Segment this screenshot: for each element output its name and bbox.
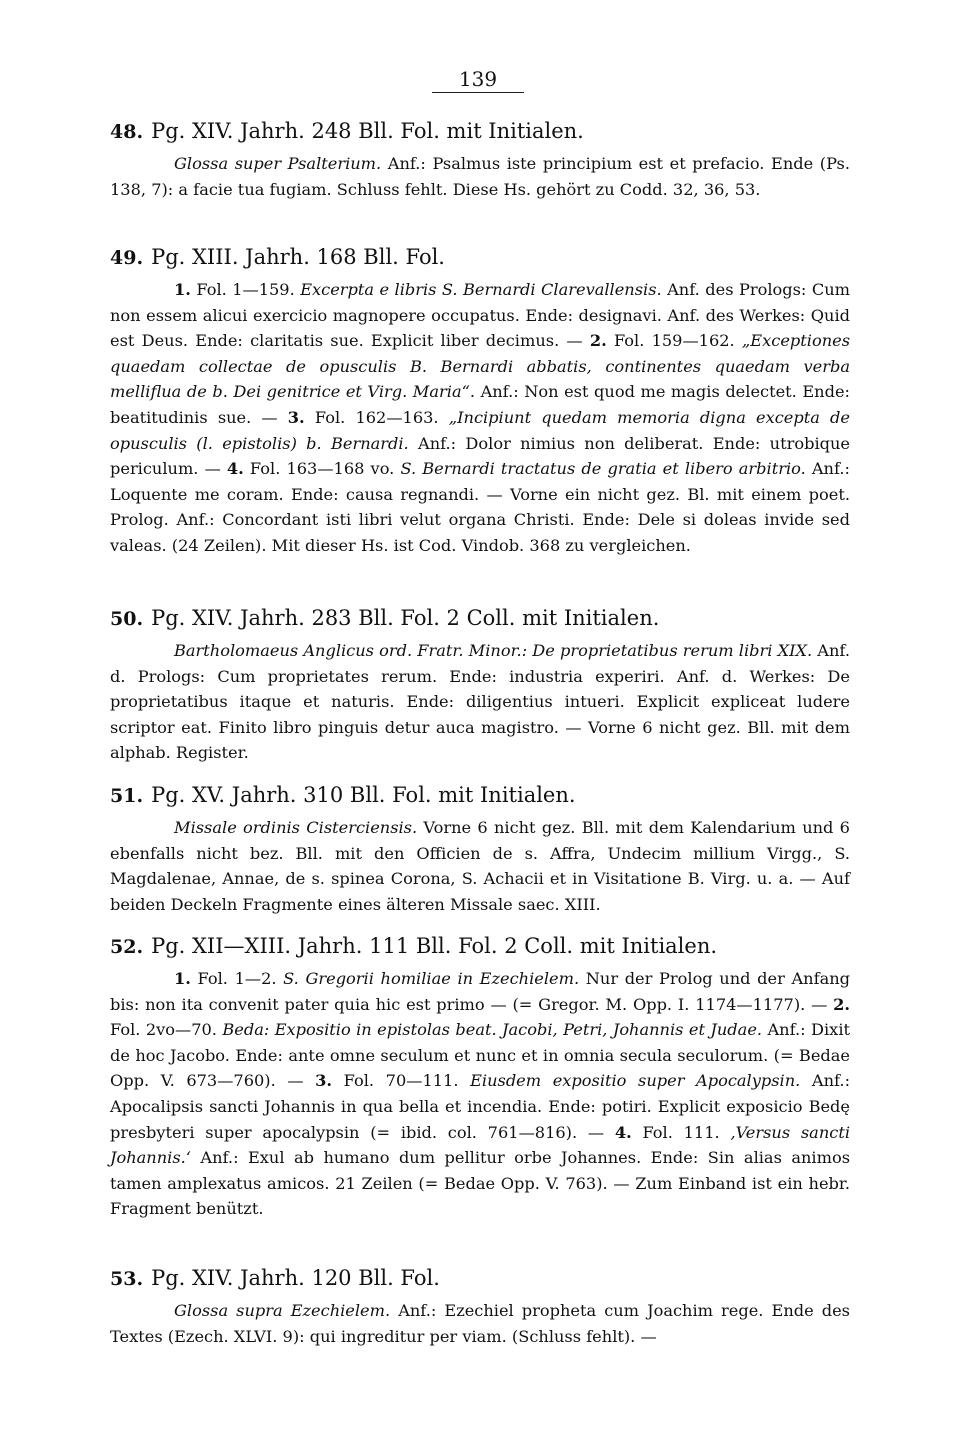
title-text: S. Bernardi tractatus de gratia et libero arbitrio. [400, 459, 806, 479]
entry-number: 50. [110, 608, 144, 630]
body-text: Anf.: Non est quod me magis delectet. Ende: beatitudinis sue. — [110, 382, 850, 427]
body-text: Anf.: Dixit de hoc Jacobo. Ende: ante omne seculum et nunc et in omnia secula seculorum. (= Bedae Opp. V. 673—760). — [110, 1020, 850, 1091]
title-text: Excerpta e libris S. Bernardi Clarevallensis. [300, 280, 662, 299]
item-number: 2. [833, 994, 850, 1014]
body-text: Nur der Prolog und der Anfang bis: non ita convenit pater quia hic est primo — (= Gregor. M. Opp. I. 1174—1177). — [110, 969, 851, 1014]
entry-heading-text: Pg. XIII. Jahrh. 168 Bll. Fol. [151, 245, 445, 269]
body-text: Fol. 1—159. [190, 280, 301, 299]
entry-body [110, 966, 850, 1222]
entry-body [110, 638, 850, 766]
entry-number: 52. [110, 936, 144, 958]
entry-52 [110, 931, 850, 1222]
entry-51 [110, 780, 850, 917]
entry-number: 48. [110, 121, 144, 143]
entry-heading-text: Pg. XV. Jahrh. 310 Bll. Fol. mit Initialen. [151, 783, 576, 807]
entry-heading-text: Pg. XIV. Jahrh. 248 Bll. Fol. mit Initialen. [151, 119, 584, 143]
entry-49 [110, 242, 850, 559]
entry-number: 49. [110, 247, 144, 269]
body-text: Anf.: Ezechiel propheta cum Joachim rege. Ende des Textes (Ezech. XLVI. 9): qui ingreditur per viam. (Schluss fehlt). — [110, 1301, 850, 1346]
body-text: Anf.: Loquente me coram. Ende: causa regnandi. — Vorne ein nicht gez. Bl. mit einem poet. Prolog. Anf.: Concordant isti libri velut organa Christi. Ende: Dele si doleas invide sed valeas. (24 Zeilen). Mit dieser Hs. ist Cod. Vindob. 368 zu vergleichen. [110, 459, 850, 555]
body-text: Fol. 111. [631, 1122, 731, 1142]
body-text: Fol. 163—168 vo. [243, 459, 401, 479]
entry-body [110, 815, 850, 917]
title-text: Beda: Expositio in epistolas beat. Jacobi, Petri, Johannis et Judae. [222, 1020, 763, 1040]
body-text: Fol. 159—162. [606, 331, 742, 351]
entry-body [110, 277, 850, 559]
entry-body [110, 1298, 850, 1349]
body-text: Fol. 2vo—70. [110, 1020, 223, 1040]
title-text: Missale ordinis Cisterciensis. [174, 818, 418, 837]
title-text: „Incipiunt quedam memoria digna excepta de opusculis (l. epistolis) b. Bernardi. [110, 407, 850, 453]
item-number: 4. [614, 1122, 632, 1142]
entry-50 [110, 603, 850, 766]
entry-heading-text: Pg. XII—XIII. Jahrh. 111 Bll. Fol. 2 Coll. mit Initialen. [151, 934, 718, 958]
item-number: 4. [226, 459, 244, 479]
body-text: Vorne 6 nicht gez. Bll. mit dem Kalendarium und 6 ebenfalls nicht bez. Bll. mit den Officien de s. Affra, Undecim millium Virgg., S. Magdalenae, Annae, de s. spinea Corona, S. Achacii et in Visitatione B. Virg. u. a. — Auf beiden Deckeln Fragmente eines älteren Missale saec. XIII. [110, 818, 850, 914]
entry-number: 53. [110, 1268, 144, 1290]
entry-heading [110, 603, 850, 634]
entry-number: 51. [110, 785, 144, 807]
entry-body [110, 151, 850, 202]
title-text: Bartholomaeus Anglicus ord. Fratr. Minor.: De proprietatibus rerum libri XIX. [174, 641, 813, 660]
item-number: 2. [589, 331, 607, 351]
body-text: Anf.: Exul ab humano dum pellitur orbe Johannes. Ende: Sin alias animos tamen amplexatus amicos. 21 Zeilen (= Bedae Opp. V. 763). — Zum Einband ist ein hebr. Fragment benützt. [110, 1148, 850, 1219]
body-text: Anf.: Dolor nimius non deliberat. Ende: utrobique periculum. — [110, 433, 850, 479]
body-text: Anf.: Apocalipsis sancti Johannis in qua bella et incendia. Ende: potiri. Explicit exposicio Bedę presbyteri super apocalypsin (= ibid. col. 761—816). — [110, 1071, 851, 1142]
title-text: ‚Versus sancti Johannis.‘ [110, 1122, 851, 1168]
item-number: 1. [174, 969, 191, 988]
title-text: Glossa supra Ezechielem. [174, 1301, 391, 1320]
title-text: Glossa super Psalterium. [174, 154, 382, 173]
title-text: Eiusdem expositio super Apocalypsin. [470, 1071, 801, 1091]
body-text: Anf.: Psalmus iste principium est et prefacio. Ende (Ps. 138, 7): a facie tua fugiam. Schluss fehlt. Diese Hs. gehört zu Codd. 32, 36, 53. [110, 154, 850, 199]
body-text: Fol. 162—163. [304, 407, 449, 427]
entry-48 [110, 116, 850, 202]
entry-heading [110, 780, 850, 811]
entry-heading [110, 116, 850, 147]
entry-heading-text: Pg. XIV. Jahrh. 120 Bll. Fol. [151, 1266, 440, 1290]
body-text: Fol. 70—111. [332, 1071, 471, 1091]
body-text: Anf. d. Prologs: Cum proprietates rerum. Ende: industria experiri. Anf. d. Werkes: De proprietatibus itaque et naturis. Ende: diligentius intueri. Explicit expliceat ludere scriptor eat. Finito libro pinguis detur auca magistro. — Vorne 6 nicht gez. Bll. mit dem alphab. Register. [110, 641, 850, 763]
item-number: 3. [287, 407, 305, 427]
entry-heading [110, 1263, 850, 1294]
item-number: 1. [174, 280, 191, 299]
entry-53 [110, 1263, 850, 1349]
title-text: „Exceptiones quaedam collectae de opusculis B. Bernardi abbatis, continentes quaedam verba melliflua de b. Dei genitrice et Virg. Maria“. [110, 331, 851, 402]
entry-heading-text: Pg. XIV. Jahrh. 283 Bll. Fol. 2 Coll. mit Initialen. [151, 606, 660, 630]
page-number: 139 [432, 66, 524, 93]
body-text: Fol. 1—2. [190, 969, 284, 988]
entry-heading [110, 242, 850, 273]
body-text: Anf. des Prologs: Cum non essem alicui exercicio magnopere occupatus. Ende: designavi. Anf. des Werkes: Quid est Deus. Ende: claritatis sue. Explicit liber decimus. — [110, 280, 850, 351]
entry-heading [110, 931, 850, 962]
item-number: 3. [315, 1071, 333, 1091]
title-text: S. Gregorii homiliae in Ezechielem. [283, 969, 580, 988]
